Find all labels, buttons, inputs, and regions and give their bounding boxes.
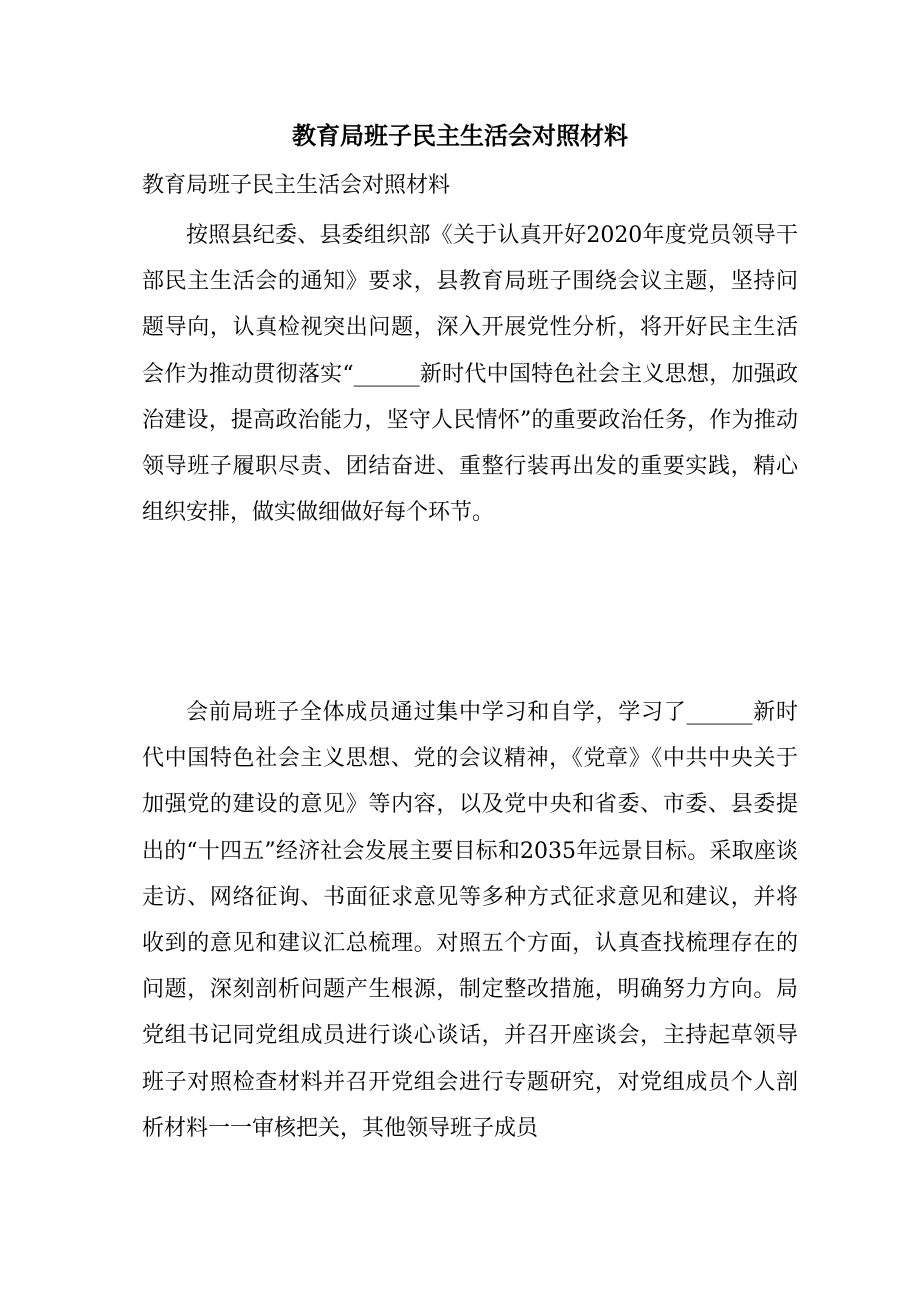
paragraph-2: 会前局班子全体成员通过集中学习和自学，学习了______新时代中国特色社会主义思想、党的会议精神，《党章》《中共中央关于加强党的建设的意见》等内容，以及党中央和省委、市委、县委提出的“十四五”经济社会发展主要目标和2035年远景目标。采取座谈走访、网络征询、书面征求意见等多种方式征求意见和建议，并将收到的意见和建议汇总梳理。对照五个方面，认真查找梳理存在的问题，深刻剖析问题产生根源，制定整改措施，明确努力方向。局党组书记同党组成员进行谈心谈话，并召开座谈会，主持起草领导班子对照检查材料并召开党组会进行专题研究，对党组成员个人剖析材料一一审核把关，其他领导班子成员 (142, 700, 798, 1141)
document-subtitle: 教育局班子民主生活会对照材料 (142, 173, 451, 198)
document-title: 教育局班子民主生活会对照材料 (292, 121, 628, 150)
paragraph-1: 按照县纪委、县委组织部《关于认真开好2020年度党员领导干部民主生活会的通知》要求，县教育局班子围绕会议主题，坚持问题导向，认真检视突出问题，深入开展党性分析，将开好民主生活会作为推动贯彻落实“______新时代中国特色社会主义思想，加强政治建设，提高政治能力，坚守人民情怀”的重要政治任务，作为推动领导班子履职尽责、团结奋进、重整行装再出发的重要实践，精心组织安排，做实做细做好每个环节。 (142, 223, 798, 526)
